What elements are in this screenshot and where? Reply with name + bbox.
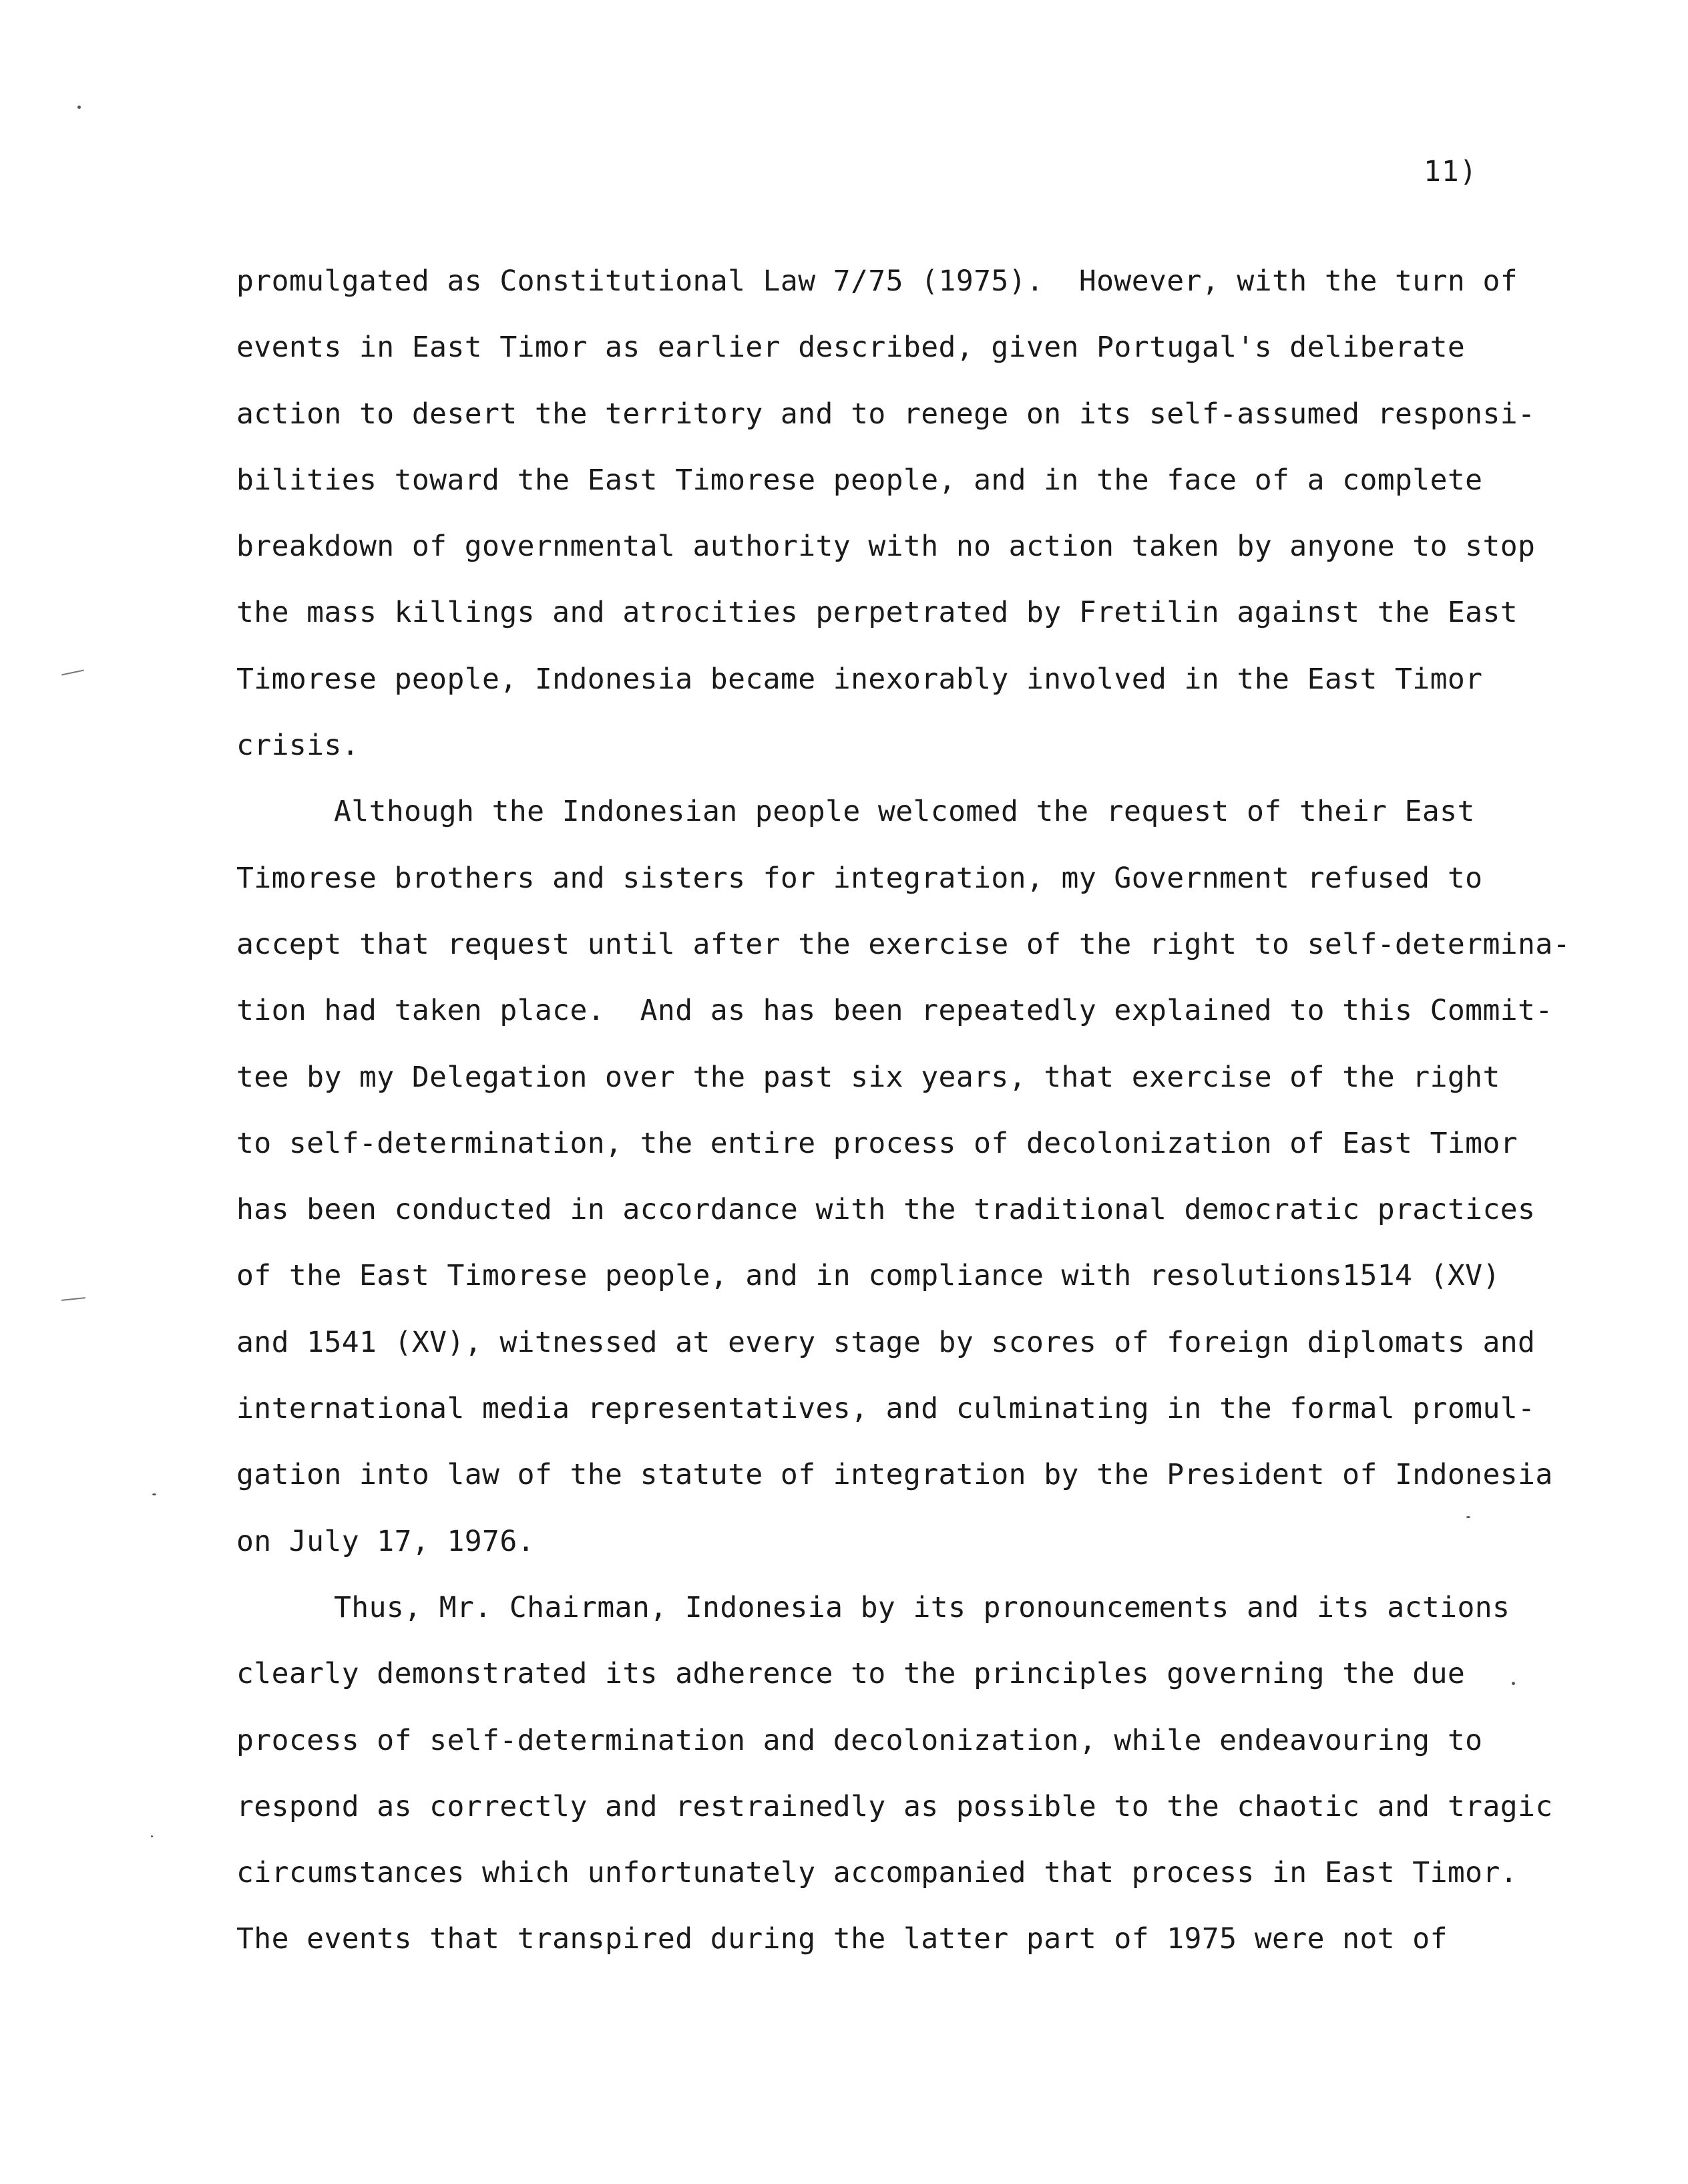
scan-speck bbox=[77, 106, 81, 109]
text-line: Timorese brothers and sisters for integration, my Government refused to bbox=[236, 861, 1483, 895]
text-line: action to desert the territory and to renege on its self-assumed responsi- bbox=[236, 397, 1536, 431]
text-line: tion had taken place. And as has been repeatedly explained to this Commit- bbox=[236, 994, 1553, 1028]
page-number: 11) bbox=[1424, 155, 1478, 188]
paragraph bbox=[236, 779, 1570, 1575]
paragraph bbox=[236, 248, 1536, 779]
text-line: gation into law of the statute of integration by the President of Indonesia bbox=[236, 1458, 1553, 1492]
text-line: international media representatives, and culminating in the formal promul- bbox=[236, 1392, 1536, 1426]
text-line: bilities toward the East Timorese people, and in the face of a complete bbox=[236, 463, 1483, 497]
scan-mark bbox=[61, 1297, 85, 1301]
text-line: accept that request until after the exercise of the right to self-determina- bbox=[236, 927, 1570, 961]
text-line: clearly demonstrated its adherence to the principles governing the due bbox=[236, 1657, 1466, 1691]
text-line: the mass killings and atrocities perpetrated by Fretilin against the East bbox=[236, 596, 1518, 630]
paragraph bbox=[236, 1575, 1553, 1973]
text-line: promulgated as Constitutional Law 7/75 (1975). However, with the turn of bbox=[236, 264, 1518, 298]
text-line: process of self-determination and decolonization, while endeavouring to bbox=[236, 1723, 1483, 1757]
text-line: tee by my Delegation over the past six years, that exercise of the right bbox=[236, 1060, 1500, 1094]
scan-speck bbox=[152, 1493, 156, 1495]
text-line: events in East Timor as earlier described, given Portugal's deliberate bbox=[236, 331, 1466, 365]
text-line: Although the Indonesian people welcomed the request of their East bbox=[334, 795, 1475, 829]
text-line: circumstances which unfortunately accompanied that process in East Timor. bbox=[236, 1856, 1518, 1890]
scan-mark bbox=[61, 669, 84, 675]
scan-speck bbox=[151, 1835, 153, 1837]
text-line: crisis. bbox=[236, 729, 360, 763]
text-line: The events that transpired during the latter part of 1975 were not of bbox=[236, 1922, 1448, 1956]
text-line: Timorese people, Indonesia became inexorably involved in the East Timor bbox=[236, 662, 1483, 696]
text-line: breakdown of governmental authority with no action taken by anyone to stop bbox=[236, 530, 1536, 564]
text-line: on July 17, 1976. bbox=[236, 1524, 535, 1558]
text-line: to self-determination, the entire process of decolonization of East Timor bbox=[236, 1126, 1518, 1160]
text-line: Thus, Mr. Chairman, Indonesia by its pronouncements and its actions bbox=[334, 1590, 1510, 1624]
text-line: of the East Timorese people, and in compliance with resolutions1514 (XV) bbox=[236, 1259, 1500, 1293]
text-line: respond as correctly and restrainedly as possible to the chaotic and tragic bbox=[236, 1789, 1553, 1823]
scan-speck bbox=[1512, 1682, 1515, 1685]
text-line: has been conducted in accordance with the traditional democratic practices bbox=[236, 1193, 1536, 1227]
text-line: and 1541 (XV), witnessed at every stage by scores of foreign diplomats and bbox=[236, 1325, 1536, 1359]
document-body bbox=[236, 248, 1570, 1973]
scan-speck bbox=[1466, 1516, 1470, 1518]
